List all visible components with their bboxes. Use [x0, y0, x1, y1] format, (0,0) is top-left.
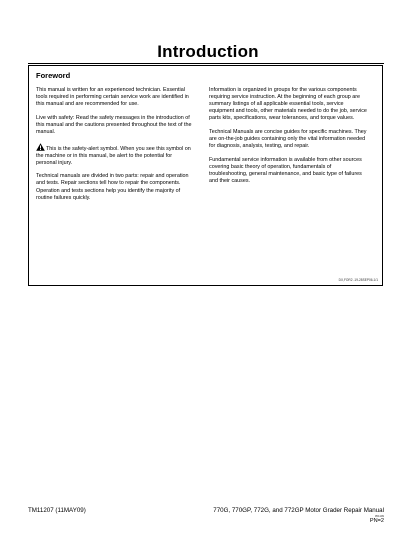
foreword-paragraph: Technical Manuals are concise guides for specific machines. They are on-the-job guides containing only the vital information needed for diagnosis, analysis, testing, and repair. [209, 128, 367, 150]
footer-date-code: 051109 [374, 514, 384, 518]
foreword-box [28, 65, 383, 286]
safety-alert-text: This is the safety-alert symbol. When you see this symbol on the machine or in this manual, be alert to the potential for personal injury. [36, 145, 191, 166]
foreword-paragraph: This manual is written for an experienced technician. Essential tools required in performing certain service work are identified in this manual and are recommended for use. [36, 87, 189, 108]
foreword-right-column [209, 87, 367, 192]
title-rule [28, 63, 384, 64]
foreword-paragraph: Technical manuals are divided in two parts: repair and operation and tests. Repair sections tell how to repair the components. Operation and tests sections help you identify the majority of routine failures quickly. [36, 173, 189, 201]
safety-alert-triangle-icon [36, 143, 45, 151]
manual-title: 770G, 770GP, 772G, and 772GP Motor Grader Repair Manual [213, 507, 384, 514]
safety-alert-paragraph [36, 143, 194, 167]
foreword-left-column [36, 87, 194, 208]
foreword-heading: Foreword [36, 71, 71, 80]
foreword-paragraph: Live with safety: Read the safety messages in the introduction of this manual and the cautions presented throughout the text of the manual. [36, 114, 192, 135]
manual-number: TM11207 (11MAY09) [28, 507, 86, 514]
page-title: Introduction [157, 42, 259, 61]
reference-code: DX,FOR2 -19-28SEP06-1/1 [338, 278, 378, 282]
foreword-paragraph: Information is organized in groups for the various components requiring service instruction. At the beginning of each group are summary listings of all applicable essential tools, service equipment and tools, other materials needed to do the job, service parts kits, specifications, wear tolerances, and torque values. [209, 87, 367, 122]
page-number: PN=2 [369, 518, 384, 524]
foreword-paragraph: Fundamental service information is available from other sources covering basic theory of operation, fundamentals of troubleshooting, general maintenance, and basic type of failures and their causes. [209, 156, 362, 185]
